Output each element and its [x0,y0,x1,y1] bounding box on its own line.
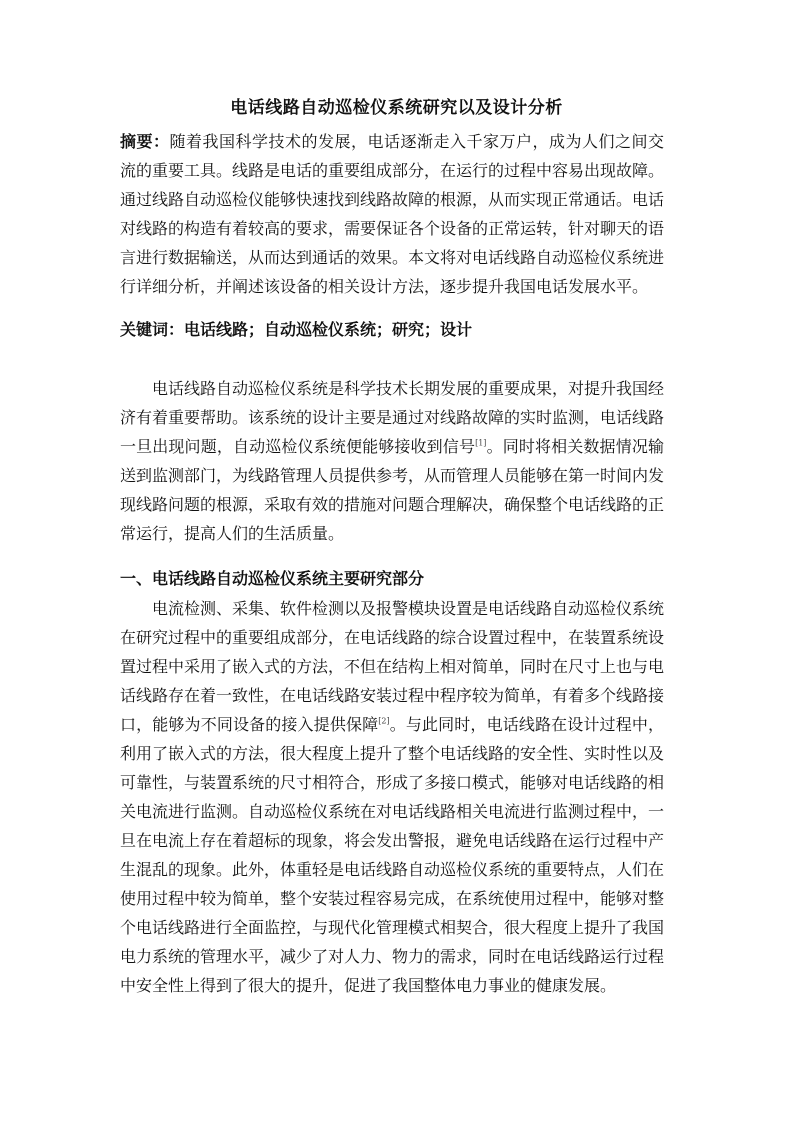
intro-paragraph [120,374,664,548]
section-1-text-part1: 电流检测、采集、软件检测以及报警模块设置是电话线路自动巡检仪系统在研究过程中的重要组成部分，在电话线路的综合设置过程中，在装置系统设置过程中采用了嵌入式的方法，不但在结构上相对简单，同时在尺寸上也与电话线路存在着一致性，在电话线路安装过程中程序较为简单，有着多个线路接口，能够为不同设备的接入提供保障 [120,599,665,734]
intro-text-part2: 。同时将相关数据情况输送到监测部门，为线路管理人员提供参考，从而管理人员能够在第一时间内发现线路问题的根源，采取有效的措施对问题合理解决，确保整个电话线路的正常运行，提高人们的生活质量。 [120,437,665,543]
abstract-paragraph [120,127,664,301]
keywords-line [120,315,664,344]
citation-1: [1] [475,438,487,448]
section-1-paragraph [120,594,664,1000]
abstract-text: 随着我国科学技术的发展，电话逐渐走入千家万户，成为人们之间交流的重要工具。线路是电话的重要组成部分，在运行的过程中容易出现故障。通过线路自动巡检仪能够快速找到线路故障的根源，从而实现正常通话。电话对线路的构造有着较高的要求，需要保证各个设备的正常运转，针对聊天的语言进行数据输送，从而达到通话的效果。本文将对电话线路自动巡检仪系统进行详细分析，并阐述该设备的相关设计方法，逐步提升我国电话发展水平。 [120,132,665,296]
section-1-heading: 一、电话线路自动巡检仪系统主要研究部分 [120,569,425,588]
intro-text-part1: 电话线路自动巡检仪系统是科学技术长期发展的重要成果，对提升我国经济有着重要帮助。该系统的设计主要是通过对线路故障的实时监测，电话线路一旦出现问题，自动巡检仪系统便能够接收到信号 [120,379,665,456]
keywords-text: 电话线路；自动巡检仪系统；研究；设计 [184,320,473,339]
keywords-label: 关键词： [120,320,185,339]
citation-2: [2] [378,716,390,726]
paper-title: 电话线路自动巡检仪系统研究以及设计分析 [230,98,563,118]
section-1-text-part2: 。与此同时，电话线路在设计过程中，利用了嵌入式的方法，很大程度上提升了整个电话线路的安全性、实时性以及可靠性，与装置系统的尺寸相符合，形成了多接口模式，能够对电话线路的相关电流进行监测。自动巡检仪系统在对电话线路相关电流进行监测过程中，一旦在电流上存在着超标的现象，将会发出警报，避免电话线路在运行过程中产生混乱的现象。此外，体重轻是电话线路自动巡检仪系统的重要特点，人们在使用过程中较为简单，整个安装过程容易完成，在系统使用过程中，能够对整个电话线路进行全面监控，与现代化管理模式相契合，很大程度上提升了我国电力系统的管理水平，减少了对人力、物力的需求，同时在电话线路运行过程中安全性上得到了很大的提升，促进了我国整体电力事业的健康发展。 [120,715,665,995]
abstract-label: 摘要： [120,132,170,151]
